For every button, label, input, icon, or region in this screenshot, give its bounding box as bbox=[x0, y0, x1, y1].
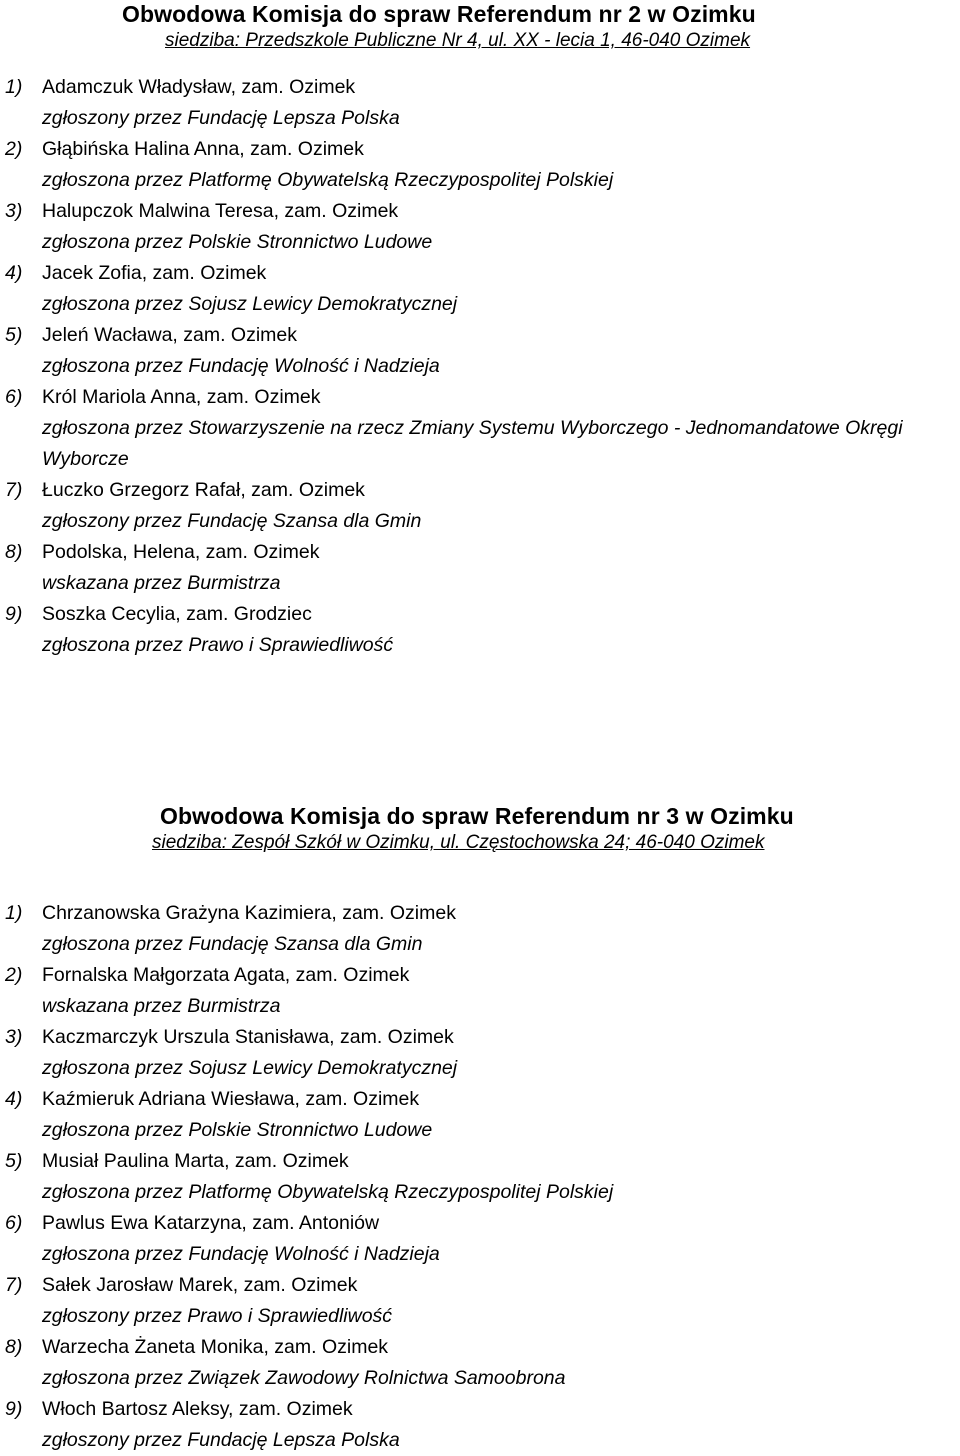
member-number: 5) bbox=[5, 324, 23, 346]
member-name: Fornalska Małgorzata Agata, zam. Ozimek bbox=[42, 964, 410, 986]
list-item bbox=[0, 1332, 960, 1394]
member-nomination: zgłoszona przez Polskie Stronnictwo Ludowe bbox=[42, 1119, 433, 1141]
member-nomination: wskazana przez Burmistrza bbox=[42, 572, 281, 594]
member-nomination: zgłoszony przez Fundację Lepsza Polska bbox=[42, 1429, 400, 1451]
commission-3-section bbox=[0, 802, 960, 1456]
member-number: 2) bbox=[5, 964, 23, 986]
member-nomination: zgłoszony przez Fundację Lepsza Polska bbox=[42, 107, 400, 129]
member-nomination: zgłoszona przez Fundację Wolność i Nadzieja bbox=[42, 1243, 440, 1265]
list-item bbox=[0, 196, 960, 258]
list-item bbox=[0, 72, 960, 134]
member-number: 3) bbox=[5, 200, 23, 222]
list-item bbox=[0, 960, 960, 1022]
member-number: 7) bbox=[5, 479, 23, 501]
member-name: Warzecha Żaneta Monika, zam. Ozimek bbox=[42, 1336, 389, 1358]
member-number: 1) bbox=[5, 76, 23, 98]
member-number: 1) bbox=[5, 902, 23, 924]
list-item bbox=[0, 382, 960, 475]
list-item bbox=[0, 134, 960, 196]
member-nomination: zgłoszona przez Sojusz Lewicy Demokratycznej bbox=[42, 293, 458, 315]
member-nomination: zgłoszona przez Prawo i Sprawiedliwość bbox=[42, 634, 394, 656]
list-item bbox=[0, 1270, 960, 1332]
list-item bbox=[0, 898, 960, 960]
member-number: 9) bbox=[5, 603, 23, 625]
member-name: Kaźmieruk Adriana Wiesława, zam. Ozimek bbox=[42, 1088, 420, 1110]
member-number: 8) bbox=[5, 1336, 23, 1358]
member-nomination: zgłoszony przez Fundację Szansa dla Gmin bbox=[42, 510, 422, 532]
member-number: 4) bbox=[5, 262, 23, 284]
member-name: Adamczuk Władysław, zam. Ozimek bbox=[42, 76, 356, 98]
member-nomination: wskazana przez Burmistrza bbox=[42, 995, 281, 1017]
commission-3-member-list bbox=[0, 898, 960, 1456]
member-name: Głąbińska Halina Anna, zam. Ozimek bbox=[42, 138, 364, 160]
list-item bbox=[0, 537, 960, 599]
member-number: 2) bbox=[5, 138, 23, 160]
member-name: Pawlus Ewa Katarzyna, zam. Antoniów bbox=[42, 1212, 380, 1234]
member-nomination: zgłoszony przez Prawo i Sprawiedliwość bbox=[42, 1305, 393, 1327]
list-item bbox=[0, 258, 960, 320]
member-name: Halupczok Malwina Teresa, zam. Ozimek bbox=[42, 200, 399, 222]
member-name: Włoch Bartosz Aleksy, zam. Ozimek bbox=[42, 1398, 353, 1420]
list-item bbox=[0, 599, 960, 661]
member-nomination: zgłoszona przez Sojusz Lewicy Demokratycznej bbox=[42, 1057, 458, 1079]
member-name: Sałek Jarosław Marek, zam. Ozimek bbox=[42, 1274, 358, 1296]
member-nomination: zgłoszona przez Polskie Stronnictwo Ludowe bbox=[42, 231, 433, 253]
member-name: Podolska, Helena, zam. Ozimek bbox=[42, 541, 320, 563]
list-item bbox=[0, 1084, 960, 1146]
commission-3-title: Obwodowa Komisja do spraw Referendum nr 3 w Ozimku bbox=[160, 803, 794, 829]
list-item bbox=[0, 1022, 960, 1084]
member-number: 6) bbox=[5, 1212, 23, 1234]
member-number: 3) bbox=[5, 1026, 23, 1048]
commission-2-seat: siedziba: Przedszkole Publiczne Nr 4, ul. XX - lecia 1, 46-040 Ozimek bbox=[165, 30, 751, 51]
member-number: 9) bbox=[5, 1398, 23, 1420]
commission-3-seat: siedziba: Zespół Szkół w Ozimku, ul. Częstochowska 24; 46-040 Ozimek bbox=[152, 832, 765, 853]
list-item bbox=[0, 475, 960, 537]
member-number: 4) bbox=[5, 1088, 23, 1110]
member-name: Kaczmarczyk Urszula Stanisława, zam. Ozimek bbox=[42, 1026, 454, 1048]
member-number: 6) bbox=[5, 386, 23, 408]
member-number: 7) bbox=[5, 1274, 23, 1296]
member-number: 8) bbox=[5, 541, 23, 563]
member-nomination: zgłoszona przez Związek Zawodowy Rolnictwa Samoobrona bbox=[42, 1367, 566, 1389]
list-item bbox=[0, 1146, 960, 1208]
member-name: Chrzanowska Grażyna Kazimiera, zam. Ozimek bbox=[42, 902, 456, 924]
list-item bbox=[0, 1394, 960, 1456]
member-nomination: zgłoszona przez Stowarzyszenie na rzecz Zmiany Systemu Wyborczego - Jednomandatowe Okręgi Wyborcze bbox=[42, 417, 903, 470]
member-nomination: zgłoszona przez Fundację Szansa dla Gmin bbox=[42, 933, 423, 955]
commission-2-member-list bbox=[0, 72, 960, 661]
commission-2-section bbox=[0, 0, 960, 661]
member-nomination: zgłoszona przez Platformę Obywatelską Rzeczypospolitej Polskiej bbox=[42, 1181, 614, 1203]
member-name: Jacek Zofia, zam. Ozimek bbox=[42, 262, 267, 284]
member-name: Soszka Cecylia, zam. Grodziec bbox=[42, 603, 312, 625]
commission-2-title: Obwodowa Komisja do spraw Referendum nr 2 w Ozimku bbox=[122, 1, 756, 27]
list-item bbox=[0, 320, 960, 382]
member-nomination: zgłoszona przez Platformę Obywatelską Rzeczypospolitej Polskiej bbox=[42, 169, 614, 191]
member-name: Jeleń Wacława, zam. Ozimek bbox=[42, 324, 298, 346]
member-name: Łuczko Grzegorz Rafał, zam. Ozimek bbox=[42, 479, 365, 501]
member-nomination: zgłoszona przez Fundację Wolność i Nadzieja bbox=[42, 355, 440, 377]
member-number: 5) bbox=[5, 1150, 23, 1172]
member-name: Musiał Paulina Marta, zam. Ozimek bbox=[42, 1150, 349, 1172]
member-name: Król Mariola Anna, zam. Ozimek bbox=[42, 386, 321, 408]
list-item bbox=[0, 1208, 960, 1270]
